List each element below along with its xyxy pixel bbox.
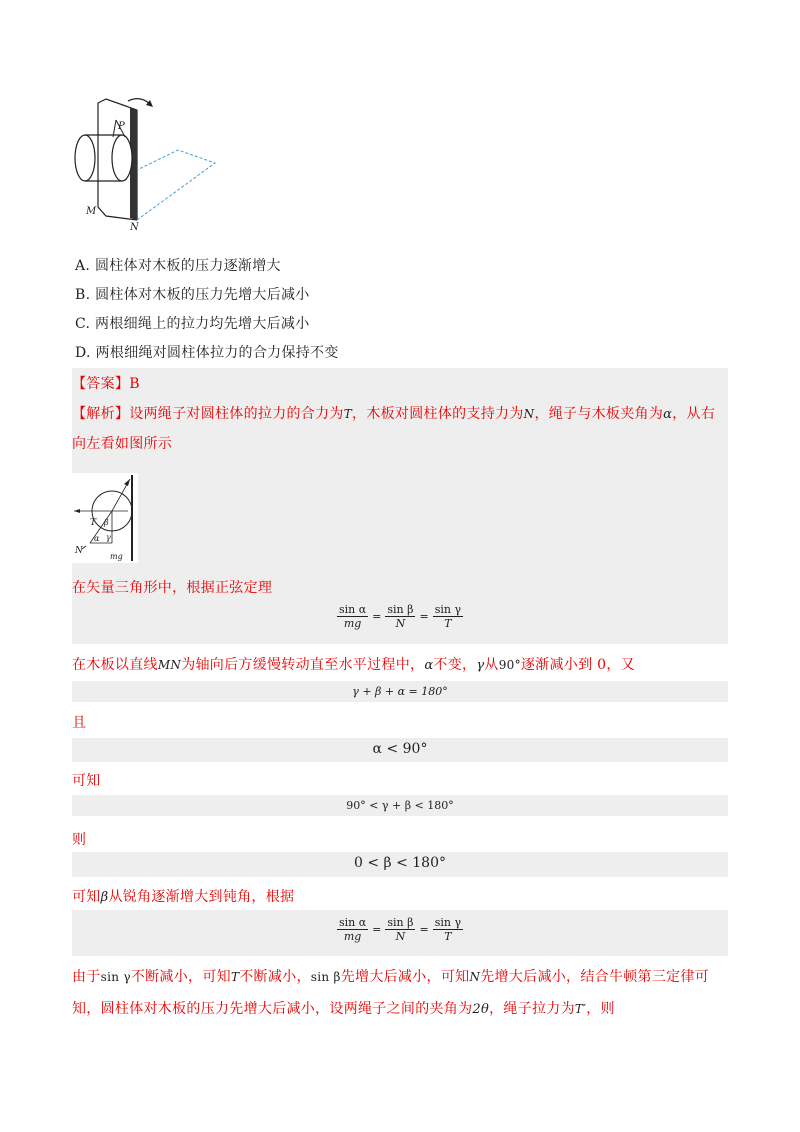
option-c: C. 两根细绳上的拉力均先增大后减小 [75,316,310,332]
option-a: A. 圆柱体对木板的压力逐渐增大 [75,258,281,274]
analysis-line-2: 向左看如图所示 [72,436,173,452]
cylinder-board-figure [70,95,230,235]
fig2-alpha: α [94,534,100,543]
equation-beta-range: 0 < β < 180° [354,855,446,871]
answer-label: 【答案】 [72,376,130,392]
force-triangle-figure [72,473,138,563]
fig2-mg: mg [110,552,123,561]
option-b: B. 圆柱体对木板的压力先增大后减小 [75,287,310,303]
equation-alpha-limit: α < 90° [372,741,428,757]
beta-paragraph: 可知β从锐角逐渐增大到钝角，根据 [72,889,295,905]
answer-value: B [129,376,140,392]
option-d: D. 两根细绳对圆柱体拉力的合力保持不变 [75,345,339,361]
final-line-2: 知，圆柱体对木板的压力先增大后减小，设两绳子之间的夹角为2θ，绳子拉力为T′，则 [72,1001,615,1017]
sine-rule-text: 在矢量三角形中，根据正弦定理 [72,580,273,596]
equation-angle-sum: γ + β + α = 180° [352,685,448,698]
fig2-n: N [75,546,83,556]
text-and: 且 [72,715,87,731]
text-knowable: 可知 [72,773,101,789]
rotation-paragraph: 在木板以直线MN为轴向后方缓慢转动直至水平过程中，α不变，γ从90°逐渐减小到 0，又 [72,657,635,673]
answer-line [72,373,140,393]
fig2-gamma: γ [106,533,111,542]
final-line-1: 由于sin γ不断减小，可知T不断减小，sin β先增大后减小，可知N先增大后减小，结合牛顿第三定律可 [72,969,710,985]
equation-sine-rule-2: $\frac{\text{sin α}}{mg}$ = $\frac{\text{sin β}}{N}$ = $\frac{\text{sin γ}}{T}$ [338,916,462,943]
text-then: 则 [72,832,87,848]
label-p: P [118,121,125,132]
analysis-line-1: 【解析】设两绳子对圆柱体的拉力的合力为T，木板对圆柱体的支持力为N，绳子与木板夹角为α，从右 [72,406,716,422]
label-n: N [130,222,139,233]
equation-gamma-beta-range: 90° < γ + β < 180° [346,799,454,812]
label-m: M [86,206,97,217]
equation-sine-rule-1: $\frac{\text{sin α}}{mg}$ = $\frac{\text{sin β}}{N}$ = $\frac{\text{sin γ}}{T}$ [338,603,462,630]
fig2-t: T [90,518,97,528]
fig2-beta: β [104,518,109,527]
